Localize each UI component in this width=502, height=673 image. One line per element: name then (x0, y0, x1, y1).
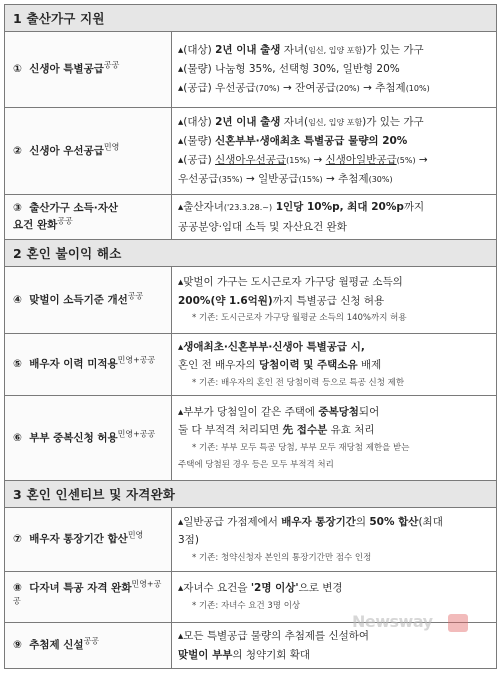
item-name-4: ④ 맞벌이 소득기준 개선$^{공공}$ (5, 267, 172, 334)
item-desc-2: ▴(대상) 2년 이내 출생 자녀(임신, 입양 포함)가 있는 가구 ▴(물량) 신혼부부·생애최초 특별공급 물량의 20% ▴(공급) 신생아우선공급(15%) → 신생아일반공급(5%) → 우선공급(35%) → 일반공급(15%) → 추첨제(30%) (172, 108, 497, 195)
policy-table (4, 4, 497, 669)
item-name-3: ③ 출산가구 소득·자산 요건 완화$^{공공}$ (5, 195, 172, 240)
item-name-6: ⑥ 부부 중복신청 허용$^{민영+공공}$ (5, 396, 172, 481)
item-name-2: ② 신생아 우선공급$^{민영}$ (5, 108, 172, 195)
table-row (5, 267, 497, 334)
item-name-1: ① 신생아 특별공급$^{공공}$ (5, 32, 172, 108)
item-desc-6: ▴부부가 당첨일이 같은 주택에 중복당첨되어 둘 다 부적격 처리되면 先 접수분 유효 처리 * 기존: 부부 모두 특공 당첨, 부부 모두 재당첨 제한을 받는 주택에 당첨된 경우 등은 모두 부적격 처리 (172, 396, 497, 481)
item-name-5: ⑤ 배우자 이력 미적용$^{민영+공공}$ (5, 334, 172, 396)
table-row (5, 195, 497, 240)
item-name-7: ⑦ 배우자 통장기간 합산$^{민영}$ (5, 508, 172, 572)
item-desc-8: ▴자녀수 요건을 '2명 이상'으로 변경 * 기존: 자녀수 요건 3명 이상 (172, 572, 497, 623)
section-header-2: 2 혼인 불이익 해소 (5, 240, 497, 267)
watermark-logo-icon (448, 614, 468, 632)
item-desc-7: ▴일반공급 가점제에서 배우자 통장기간의 50% 합산(최대 3점) * 기존: 청약신청자 본인의 통장기간만 점수 인정 (172, 508, 497, 572)
table-row (5, 32, 497, 108)
item-desc-1: ▴(대상) 2년 이내 출생 자녀(임신, 입양 포함)가 있는 가구 ▴(물량) 나눔형 35%, 선택형 30%, 일반형 20% ▴(공급) 우선공급(70%) → 잔여공급(20%) → 추첨제(10%) (172, 32, 497, 108)
item-name-8: ⑧ 다자녀 특공 자격 완화$^{민영+공공}$ (5, 572, 172, 623)
table-row (5, 108, 497, 195)
item-desc-4: ▴맞벌이 가구는 도시근로자 가구당 월평균 소득의 200%(약 1.6억원)까지 특별공급 신청 허용 * 기존: 도시근로자 가구당 월평균 소득의 140%까지 허용 (172, 267, 497, 334)
item-name-9: ⑨ 추첨제 신설$^{공공}$ (5, 623, 172, 669)
item-desc-3: ▴출산자녀('23.3.28.~) 1인당 10%p, 최대 20%p까지 공공분양·임대 소득 및 자산요건 완화 (172, 195, 497, 240)
table-row (5, 334, 497, 396)
section-header-3: 3 혼인 인센티브 및 자격완화 (5, 481, 497, 508)
item-desc-5: ▴생애최초·신혼부부·신생아 특별공급 시, 혼인 전 배우자의 당첨이력 및 주택소유 배제 * 기존: 배우자의 혼인 전 당첨이력 등으로 특공 신청 제한 (172, 334, 497, 396)
newsway-watermark: Newsway (352, 612, 472, 636)
item-desc-9: ▴모든 특별공급 물량의 추첨제를 신설하여 맞벌이 부부의 청약기회 확대 (172, 623, 497, 669)
table-row (5, 508, 497, 572)
table-row (5, 396, 497, 481)
section-header-1: 1 출산가구 지원 (5, 5, 497, 32)
